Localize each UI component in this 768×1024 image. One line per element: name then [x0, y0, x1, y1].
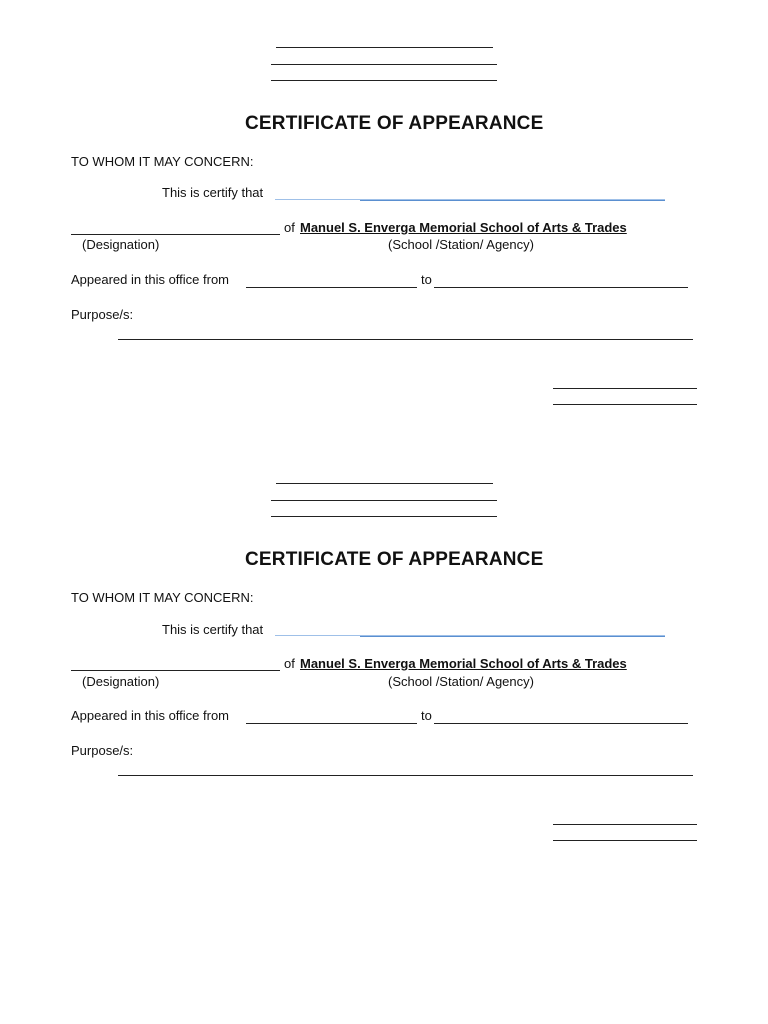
purpose-field[interactable]	[118, 775, 693, 776]
certificate-title: CERTIFICATE OF APPEARANCE	[245, 549, 544, 570]
school-name: Manuel S. Enverga Memorial School of Arts & Trades	[300, 220, 627, 235]
agency-label: (School /Station/ Agency)	[388, 237, 534, 252]
of-text: of	[284, 220, 295, 235]
certify-text: This is certify that	[162, 622, 264, 637]
certificate-title: CERTIFICATE OF APPEARANCE	[245, 113, 544, 134]
designation-label: (Designation)	[82, 674, 160, 689]
agency-label: (School /Station/ Agency)	[388, 674, 534, 689]
signature-line-2[interactable]	[553, 404, 697, 405]
signature-line-1[interactable]	[553, 388, 697, 389]
purpose-label: Purpose/s:	[71, 307, 134, 322]
salutation: TO WHOM IT MAY CONCERN:	[71, 590, 254, 605]
designation-field[interactable]	[71, 670, 280, 671]
to-text: to	[421, 708, 432, 723]
school-name: Manuel S. Enverga Memorial School of Arts & Trades	[300, 656, 627, 671]
certify-text: This is certify that	[162, 185, 264, 200]
header-line-2	[271, 500, 497, 501]
appeared-text: Appeared in this office from	[71, 708, 230, 723]
from-date-field[interactable]	[246, 723, 417, 724]
of-text: of	[284, 656, 295, 671]
purpose-label: Purpose/s:	[71, 743, 134, 758]
signature-line-2[interactable]	[553, 840, 697, 841]
designation-field[interactable]	[71, 234, 280, 235]
salutation: TO WHOM IT MAY CONCERN:	[71, 154, 254, 169]
from-date-field[interactable]	[246, 287, 417, 288]
header-line-3	[271, 516, 497, 517]
purpose-field[interactable]	[118, 339, 693, 340]
header-line-3	[271, 80, 497, 81]
designation-label: (Designation)	[82, 237, 160, 252]
header-line-1	[276, 483, 493, 484]
to-date-field[interactable]	[434, 723, 688, 724]
header-line-1	[276, 47, 493, 48]
header-line-2	[271, 64, 497, 65]
to-text: to	[421, 272, 432, 287]
signature-line-1[interactable]	[553, 824, 697, 825]
to-date-field[interactable]	[434, 287, 688, 288]
appeared-text: Appeared in this office from	[71, 272, 230, 287]
